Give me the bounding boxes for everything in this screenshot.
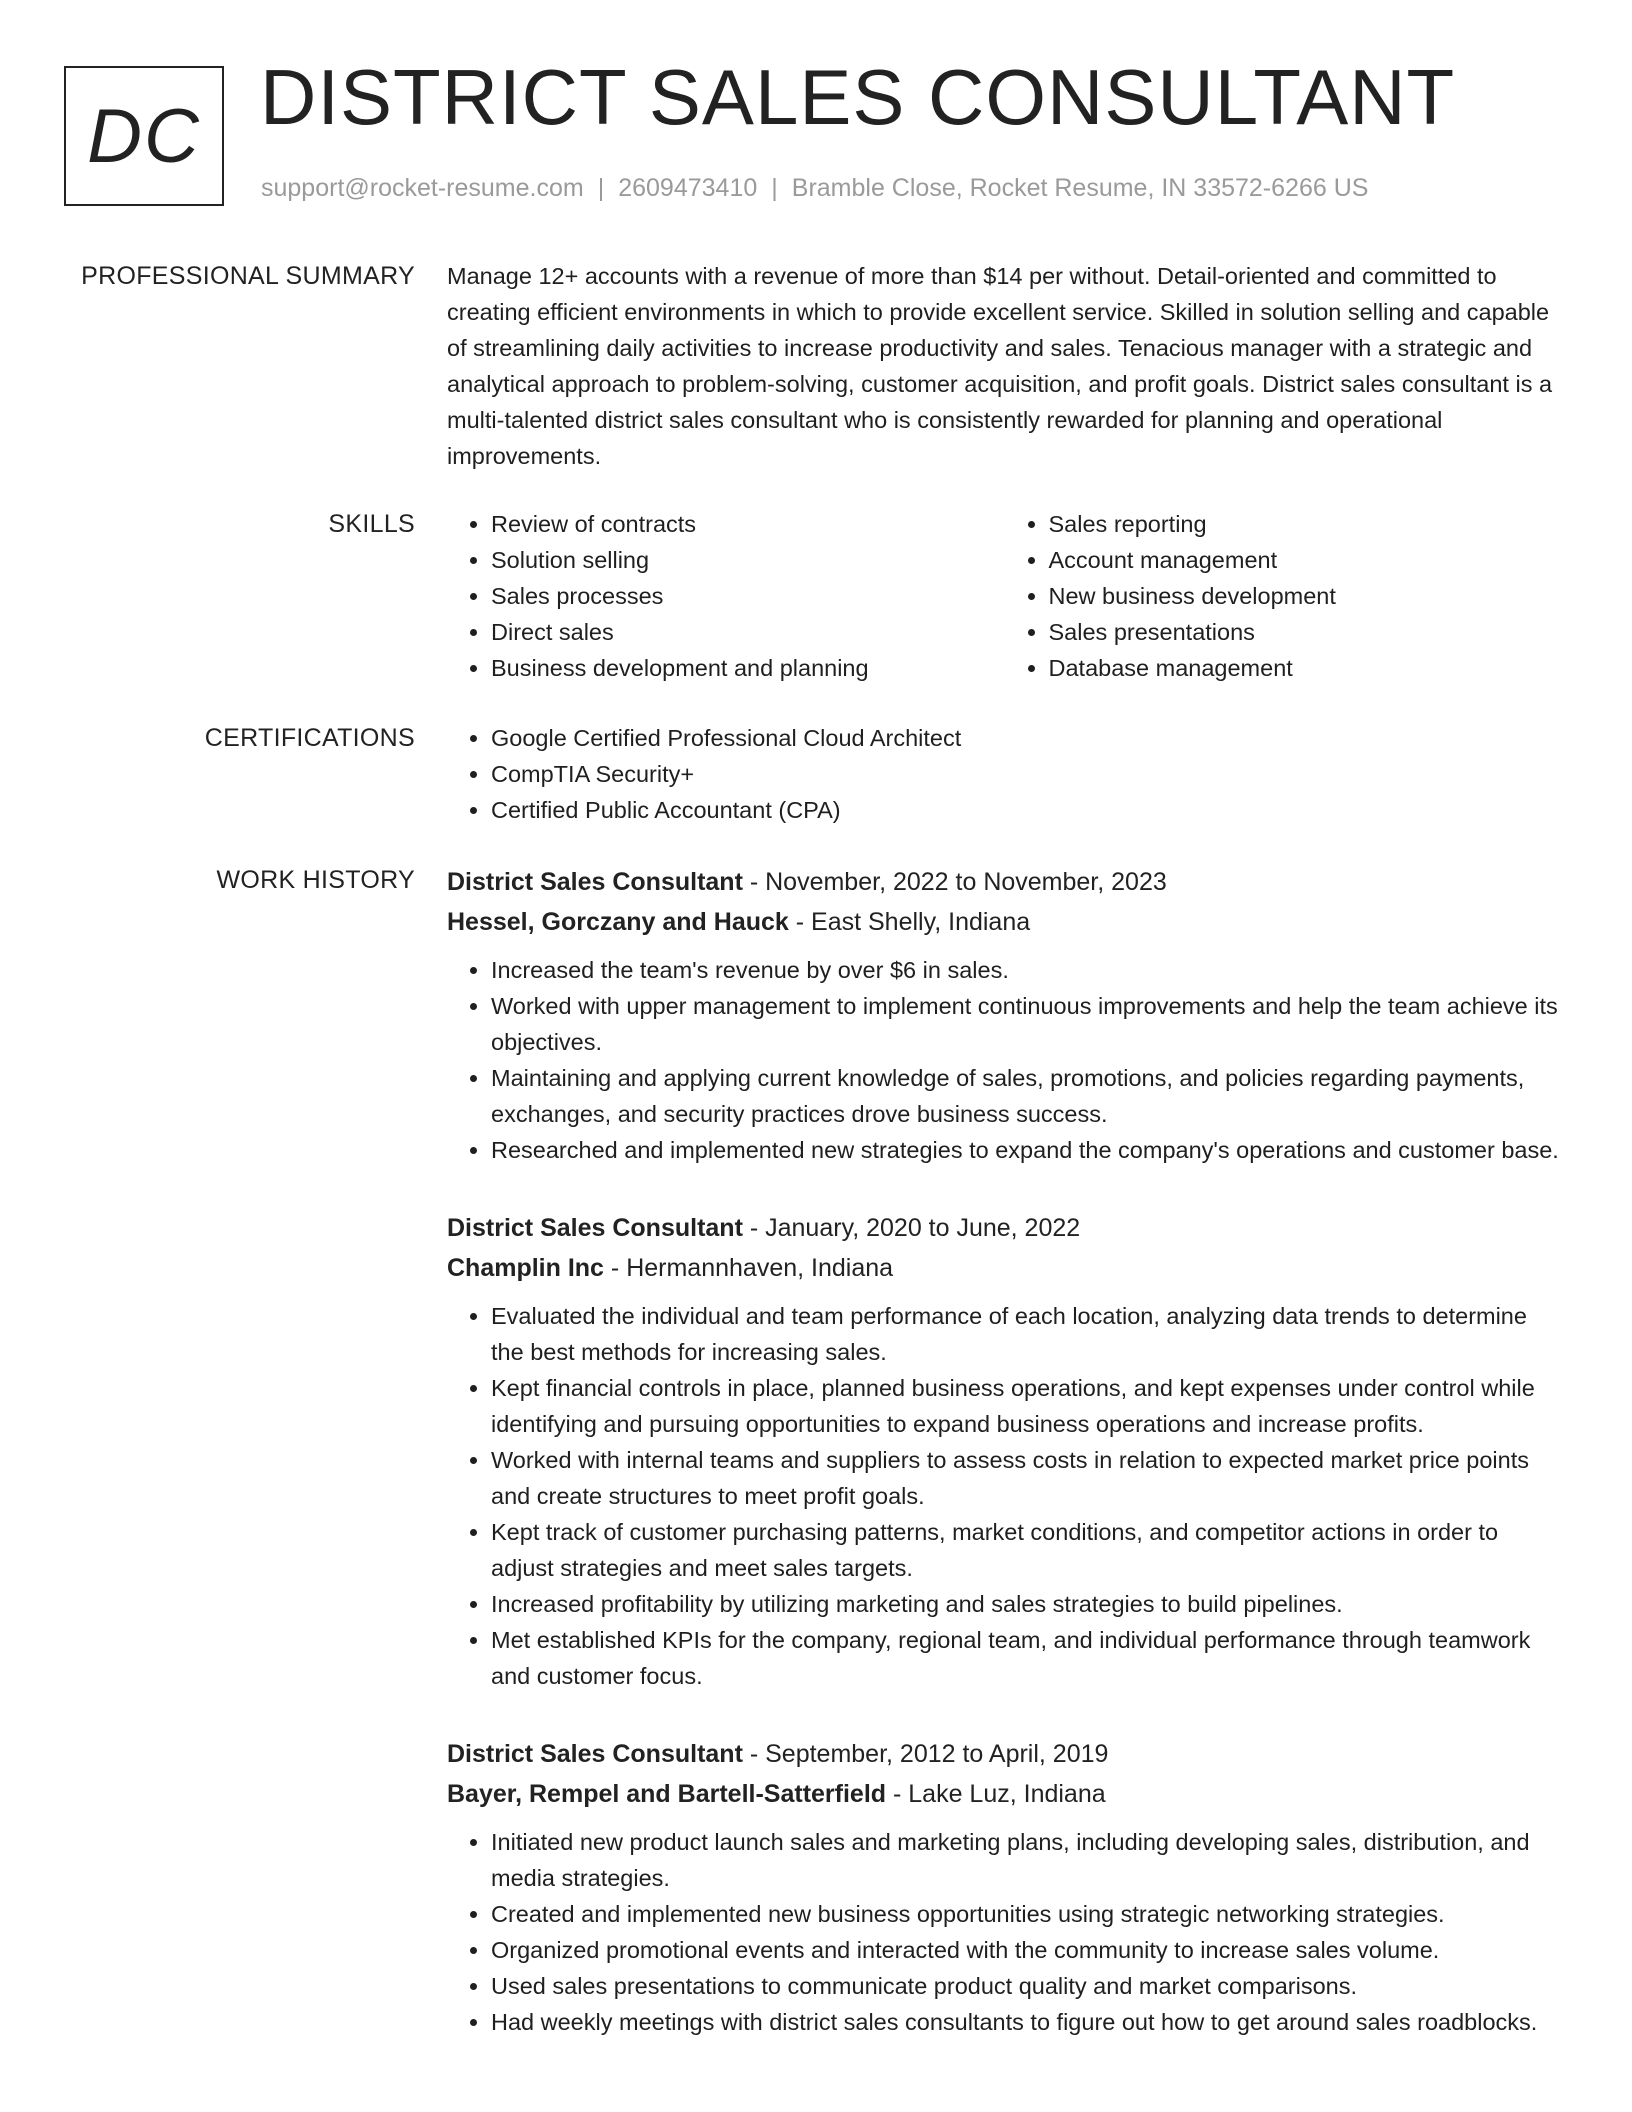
job-location: Lake Luz, Indiana	[908, 1780, 1106, 1808]
job-bullet: • Kept track of customer purchasing patterns, market conditions, and competitor actions in order to adjust strategies and meet sales targets.	[491, 1514, 1562, 1586]
skill-item: • Sales reporting	[1049, 506, 1563, 542]
skills-columns	[447, 506, 1562, 686]
job-company: Champlin Inc	[447, 1254, 604, 1282]
job-entry	[447, 1734, 1562, 2040]
monogram-badge	[64, 66, 224, 206]
job-company-line: Bayer, Rempel and Bartell-Satterfield - Lake Luz, Indiana	[447, 1780, 1106, 1808]
section-heading-skills: SKILLS	[328, 510, 415, 538]
job-bullet: • Evaluated the individual and team performance of each location, analyzing data trends to determine the best methods for increasing sales.	[491, 1298, 1562, 1370]
job-bullet: • Researched and implemented new strategies to expand the company's operations and customer base.	[491, 1132, 1562, 1168]
section-heading-work-history: WORK HISTORY	[216, 866, 415, 894]
job-entry	[447, 862, 1562, 1168]
skill-item: • Solution selling	[491, 542, 1005, 578]
skills-list-left	[447, 506, 1005, 686]
work-history-body	[447, 862, 1562, 2080]
job-bullet: • Increased the team's revenue by over $6 in sales.	[491, 952, 1562, 988]
job-location: East Shelly, Indiana	[811, 908, 1031, 936]
job-company-line: Hessel, Gorczany and Hauck - East Shelly, Indiana	[447, 908, 1031, 936]
contact-separator: |	[597, 174, 605, 202]
job-company-line: Champlin Inc - Hermannhaven, Indiana	[447, 1254, 894, 1282]
summary-body	[447, 258, 1562, 474]
skill-item: • Database management	[1049, 650, 1563, 686]
job-bullet: • Increased profitability by utilizing marketing and sales strategies to build pipelines.	[491, 1586, 1562, 1622]
job-bullet: • Worked with upper management to implement continuous improvements and help the team achieve its objectives.	[491, 988, 1562, 1060]
job-bullet: • Kept financial controls in place, planned business operations, and kept expenses under control while identifying and pursuing opportunities to expand business operations and increase profits.	[491, 1370, 1562, 1442]
job-bullet-list	[447, 952, 1562, 1168]
contact-email[interactable]: support@rocket-resume.com	[261, 174, 584, 202]
certification-item: • CompTIA Security+	[491, 756, 1562, 792]
job-bullet-list	[447, 1824, 1562, 2040]
contact-separator: |	[771, 174, 778, 202]
skill-item: • Review of contracts	[491, 506, 1005, 542]
job-entry	[447, 1208, 1562, 1694]
job-bullet-list	[447, 1298, 1562, 1694]
job-title-line: District Sales Consultant - November, 2022 to November, 2023	[447, 868, 1167, 896]
job-title: District Sales Consultant	[447, 1740, 743, 1768]
section-heading-summary: PROFESSIONAL SUMMARY	[81, 262, 415, 290]
job-title: District Sales Consultant	[447, 1214, 743, 1242]
skill-item: • Sales presentations	[1049, 614, 1563, 650]
job-bullet: • Organized promotional events and interacted with the community to increase sales volume.	[491, 1932, 1562, 1968]
job-bullet: • Worked with internal teams and suppliers to assess costs in relation to expected market price points and create structures to meet profit goals.	[491, 1442, 1562, 1514]
job-bullet: • Maintaining and applying current knowledge of sales, promotions, and policies regarding payments, exchanges, and security practices drove business success.	[491, 1060, 1562, 1132]
summary-text: Manage 12+ accounts with a revenue of more than $14 per without. Detail-oriented and committed to creating efficient environments in which to provide excellent service. Skilled in solution selling and capable of streamlining daily activities to increase productivity and sales. Tenacious manager with a strategic and analytical approach to problem-solving, customer acquisition, and profit goals. District sales consultant is a multi-talented district sales consultant who is consistently rewarded for planning and operational improvements.	[447, 263, 1553, 469]
skills-list-right	[1005, 506, 1563, 686]
job-company: Hessel, Gorczany and Hauck	[447, 908, 789, 936]
contact-line	[261, 176, 1368, 201]
section-heading-certifications: CERTIFICATIONS	[204, 724, 415, 752]
job-title-line: District Sales Consultant - January, 2020 to June, 2022	[447, 1214, 1081, 1242]
skill-item: • Account management	[1049, 542, 1563, 578]
contact-address: Bramble Close, Rocket Resume, IN 33572-6266 US	[791, 174, 1369, 202]
job-dates: November, 2022 to November, 2023	[765, 868, 1167, 896]
job-title: District Sales Consultant	[447, 868, 743, 896]
job-title-line: District Sales Consultant - September, 2012 to April, 2019	[447, 1740, 1109, 1768]
contact-phone[interactable]: 2609473410	[618, 174, 758, 202]
job-bullet: • Met established KPIs for the company, regional team, and individual performance through teamwork and customer focus.	[491, 1622, 1562, 1694]
job-dates: September, 2012 to April, 2019	[765, 1740, 1109, 1768]
certification-item: • Certified Public Accountant (CPA)	[491, 792, 1562, 828]
skill-item: • Direct sales	[491, 614, 1005, 650]
resume-title: DISTRICT SALES CONSULTANT	[260, 53, 1456, 141]
job-company: Bayer, Rempel and Bartell-Satterfield	[447, 1780, 887, 1808]
job-bullet: • Created and implemented new business opportunities using strategic networking strategies.	[491, 1896, 1562, 1932]
monogram-initials: DC	[87, 93, 201, 179]
job-dates: January, 2020 to June, 2022	[765, 1214, 1081, 1242]
certifications-list	[447, 720, 1562, 828]
skill-item: • Sales processes	[491, 578, 1005, 614]
certification-item: • Google Certified Professional Cloud Architect	[491, 720, 1562, 756]
job-bullet: • Used sales presentations to communicate product quality and market comparisons.	[491, 1968, 1562, 2004]
job-bullet: • Initiated new product launch sales and marketing plans, including developing sales, distribution, and media strategies.	[491, 1824, 1562, 1896]
certifications-body	[447, 720, 1562, 828]
skill-item: • Business development and planning	[491, 650, 1005, 686]
skill-item: • New business development	[1049, 578, 1563, 614]
job-bullet: • Had weekly meetings with district sales consultants to figure out how to get around sales roadblocks.	[491, 2004, 1562, 2040]
job-location: Hermannhaven, Indiana	[626, 1254, 894, 1282]
